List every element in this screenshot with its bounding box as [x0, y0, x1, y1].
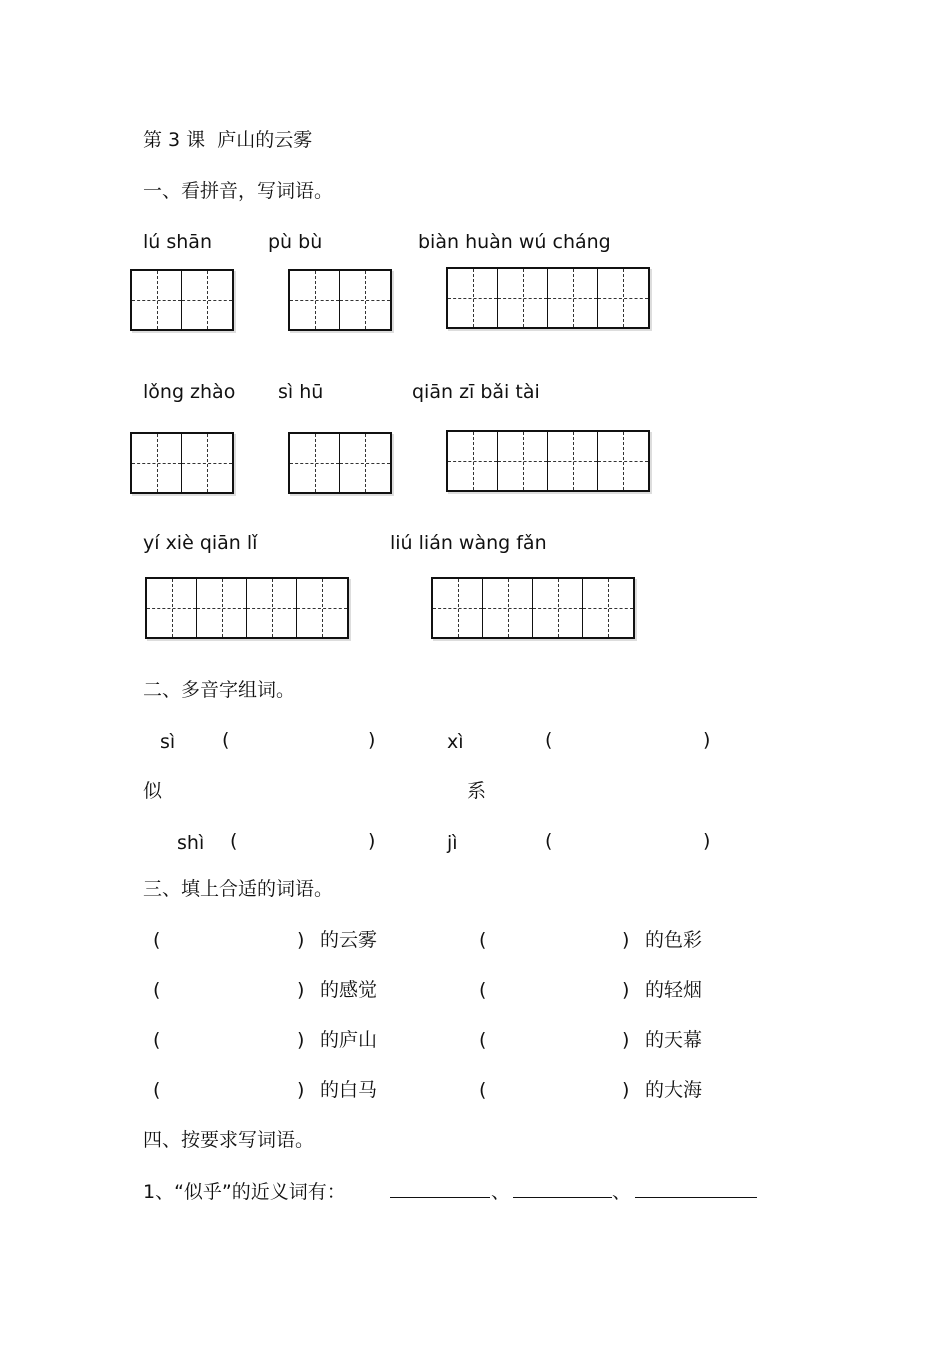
writing-grid-2[interactable] — [130, 432, 234, 494]
phrase-suffix: 的感觉 — [320, 979, 378, 1001]
phrase-suffix: 的庐山 — [320, 1029, 378, 1051]
lesson-title: 第 3 课 庐山的云雾 — [143, 129, 313, 151]
section2-heading: 二、多音字组词。 — [143, 679, 296, 701]
pinyin-bianhuanwuchang: biàn huàn wú cháng — [418, 231, 611, 253]
phrase-suffix: 的色彩 — [645, 929, 703, 951]
writing-grid-2[interactable] — [130, 269, 234, 331]
char-si: 似 — [143, 780, 163, 802]
q1-prompt: 1、“似乎”的近义词有： — [143, 1181, 346, 1203]
phrase-suffix: 的天幕 — [645, 1029, 703, 1051]
close-paren: ) — [622, 1079, 630, 1101]
close-paren: ) — [703, 729, 711, 751]
phrase-suffix: 的白马 — [320, 1079, 378, 1101]
reading-si: sì — [160, 731, 176, 753]
close-paren: ) — [297, 979, 305, 1001]
open-paren: ( — [153, 929, 161, 951]
open-paren: ( — [545, 830, 553, 852]
pinyin-yixieqianli: yí xiè qiān lǐ — [143, 532, 258, 554]
open-paren: ( — [479, 929, 487, 951]
close-paren: ) — [368, 830, 376, 852]
close-paren: ) — [703, 830, 711, 852]
answer-blank[interactable] — [390, 1197, 490, 1198]
pinyin-pubu: pù bù — [268, 231, 323, 253]
open-paren: ( — [479, 1029, 487, 1051]
open-paren: ( — [479, 1079, 487, 1101]
section1-heading: 一、看拼音，写词语。 — [143, 180, 334, 202]
writing-grid-4[interactable] — [431, 577, 635, 639]
phrase-suffix: 的大海 — [645, 1079, 703, 1101]
close-paren: ) — [297, 1079, 305, 1101]
close-paren: ) — [368, 729, 376, 751]
writing-grid-4[interactable] — [446, 267, 650, 329]
phrase-suffix: 的轻烟 — [645, 979, 703, 1001]
reading-xi: xì — [447, 731, 464, 753]
open-paren: ( — [479, 979, 487, 1001]
open-paren: ( — [153, 979, 161, 1001]
answer-blank[interactable] — [513, 1197, 612, 1198]
writing-grid-2[interactable] — [288, 269, 392, 331]
writing-grid-4[interactable] — [145, 577, 349, 639]
close-paren: ) — [297, 1029, 305, 1051]
pinyin-sihu: sì hū — [278, 381, 324, 403]
section4-heading: 四、按要求写词语。 — [143, 1129, 315, 1151]
pinyin-liulianwangfan: liú lián wàng fǎn — [390, 532, 547, 554]
open-paren: ( — [153, 1029, 161, 1051]
open-paren: ( — [153, 1079, 161, 1101]
open-paren: ( — [222, 729, 230, 751]
pinyin-qianzibaitai: qiān zī bǎi tài — [412, 381, 540, 403]
writing-grid-2[interactable] — [288, 432, 392, 494]
reading-ji: jì — [447, 832, 458, 854]
pinyin-lushan: lú shān — [143, 231, 212, 253]
close-paren: ) — [622, 979, 630, 1001]
separator: 、 — [491, 1181, 511, 1203]
section3-heading: 三、填上合适的词语。 — [143, 878, 334, 900]
close-paren: ) — [622, 1029, 630, 1051]
writing-grid-4[interactable] — [446, 430, 650, 492]
separator: 、 — [612, 1181, 632, 1203]
close-paren: ) — [622, 929, 630, 951]
pinyin-longzhao: lǒng zhào — [143, 381, 236, 403]
open-paren: ( — [230, 830, 238, 852]
reading-shi: shì — [177, 832, 205, 854]
char-xi: 系 — [467, 780, 487, 802]
open-paren: ( — [545, 729, 553, 751]
phrase-suffix: 的云雾 — [320, 929, 378, 951]
answer-blank[interactable] — [635, 1197, 757, 1198]
close-paren: ) — [297, 929, 305, 951]
